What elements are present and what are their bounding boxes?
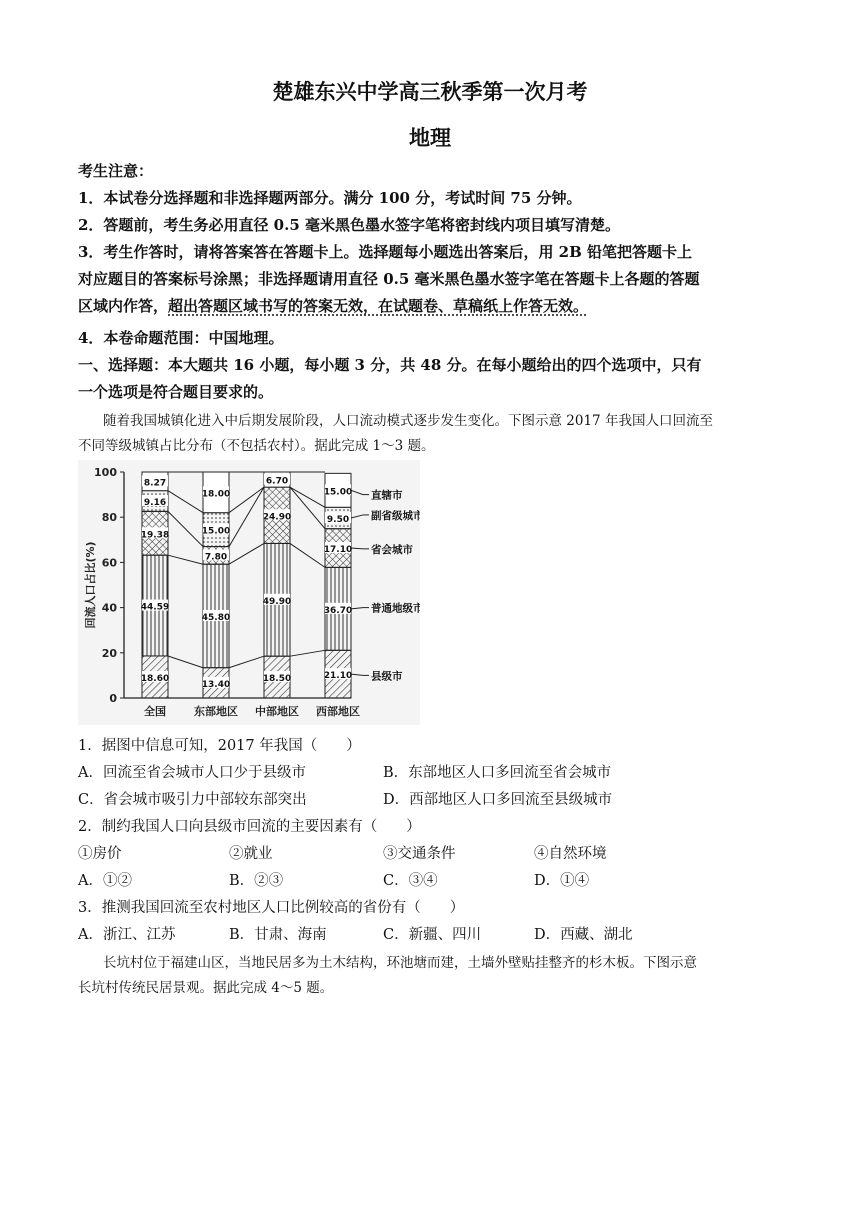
data-label: 17.10: [323, 545, 353, 556]
q1-option-c[interactable]: C．省会城市吸引力中部较东部突出: [78, 792, 307, 808]
q2-option-b[interactable]: B．②③: [229, 873, 284, 889]
x-tick-label: 东部地区: [194, 705, 238, 718]
subject-title: 地理: [409, 125, 451, 150]
notice-item-3-line-3: [78, 295, 588, 316]
q3-stem: 3．推测我国回流至农村地区人口比例较高的省份有（ ）: [78, 900, 465, 916]
data-label: 15.00: [323, 487, 353, 498]
legend-label: 普通地级市: [371, 602, 420, 615]
intro-4-5-line-2: 长坑村传统民居景观。据此完成 4～5 题。: [78, 980, 334, 996]
q3-option-b[interactable]: B．甘肃、海南: [229, 927, 327, 943]
data-label: 7.80: [204, 552, 228, 563]
notice-item-3-line-2: 对应题目的答案标号涂黑；非选择题请用直径 0.5 毫米黑色墨水签字笔在答题卡上各题的答题: [78, 270, 700, 288]
q2-option-c[interactable]: C．③④: [383, 873, 438, 889]
notice-item-2: 2．答题前，考生务必用直径 0.5 毫米黑色墨水签字笔将密封线内项目填写清楚。: [78, 216, 620, 234]
exam-title: 楚雄东兴中学高三秋季第一次月考: [272, 79, 588, 104]
legend-label: 直辖市: [371, 489, 403, 502]
q2-factor-2: ②就业: [229, 846, 273, 862]
notice-item-3-emphasis: 超出答题区域书写的答案无效，在试题卷、草稿纸上作答无效。: [168, 297, 589, 315]
y-tick-label: 80: [101, 511, 117, 525]
q2-stem: 2．制约我国人口向县级市回流的主要因素有（ ）: [78, 819, 421, 835]
data-label: 45.80: [201, 612, 231, 623]
q1-stem: 1．据图中信息可知，2017 年我国（ ）: [78, 738, 361, 754]
x-tick-label: 中部地区: [255, 705, 299, 718]
x-tick-label: 西部地区: [316, 705, 360, 718]
q1-option-a[interactable]: A．回流至省会城市人口少于县级市: [78, 765, 306, 781]
q2-factor-3: ③交通条件: [383, 846, 456, 862]
data-label: 8.27: [143, 478, 167, 489]
intro-1-3-line-2: 不同等级城镇占比分布（不包括农村）。据此完成 1～3 题。: [78, 438, 435, 454]
section-1-heading-line-1: 一、选择题：本大题共 16 小题，每小题 3 分，共 48 分。在每小题给出的四个选项中，只有: [78, 356, 702, 374]
data-label: 21.10: [323, 671, 353, 682]
y-tick-label: 40: [101, 601, 117, 615]
section-1-heading-line-2: 一个选项是符合题目要求的。: [78, 383, 274, 401]
q2-option-a[interactable]: A．①②: [78, 873, 132, 889]
data-label: 6.70: [265, 476, 289, 487]
y-axis-label: 回流人口占比(%): [84, 541, 97, 629]
q2-factor-4: ④自然环境: [534, 846, 607, 862]
data-label: 9.16: [143, 498, 167, 509]
notice-item-1: 1．本试卷分选择题和非选择题两部分。满分 100 分，考试时间 75 分钟。: [78, 189, 582, 207]
intro-4-5-line-1: 长坑村位于福建山区，当地民居多为土木结构，环池塘而建，土墙外壁贴挂整齐的杉木板。下图示意: [103, 955, 697, 971]
y-tick-label: 20: [101, 646, 117, 660]
data-label: 44.59: [140, 602, 170, 613]
legend-label: 省会城市: [371, 543, 413, 556]
q2-option-d[interactable]: D．①④: [534, 873, 590, 889]
data-label: 18.60: [140, 673, 170, 684]
data-label: 36.70: [323, 605, 353, 616]
q3-option-d[interactable]: D．西藏、湖北: [534, 927, 633, 943]
intro-1-3-line-1: 随着我国城镇化进入中后期发展阶段，人口流动模式逐步发生变化。下图示意 2017 年我国人口回流至: [103, 413, 713, 429]
y-tick-label: 0: [109, 692, 117, 705]
data-label: 15.00: [201, 526, 231, 537]
notice-item-3-prefix: 区域内作答，: [78, 297, 169, 315]
q1-option-b[interactable]: B．东部地区人口多回流至省会城市: [383, 765, 612, 781]
data-label: 19.38: [140, 530, 170, 541]
y-tick-label: 100: [94, 466, 117, 479]
notice-heading: 考生注意：: [78, 162, 154, 180]
q1-option-d[interactable]: D．西部地区人口多回流至县级城市: [383, 792, 613, 808]
data-label: 18.00: [201, 489, 231, 500]
data-label: 49.90: [262, 596, 292, 607]
y-tick-label: 60: [101, 556, 117, 570]
legend-label: 副省级城市: [371, 509, 420, 522]
data-label: 24.90: [262, 512, 292, 523]
data-label: 9.50: [326, 514, 350, 525]
q2-factor-1: ①房价: [78, 846, 122, 862]
legend-label: 县级市: [371, 670, 403, 683]
data-label: 13.40: [201, 679, 231, 690]
notice-item-4: 4．本卷命题范围：中国地理。: [78, 329, 284, 347]
notice-item-3-line-1: 3．考生作答时，请将答案答在答题卡上。选择题每小题选出答案后，用 2B 铅笔把答题卡上: [78, 243, 693, 261]
x-tick-label: 全国: [144, 705, 166, 718]
stacked-bar-chart: [78, 460, 420, 725]
q3-option-c[interactable]: C．新疆、四川: [383, 927, 482, 943]
q3-option-a[interactable]: A．浙江、江苏: [78, 927, 176, 943]
data-label: 18.50: [262, 674, 292, 685]
